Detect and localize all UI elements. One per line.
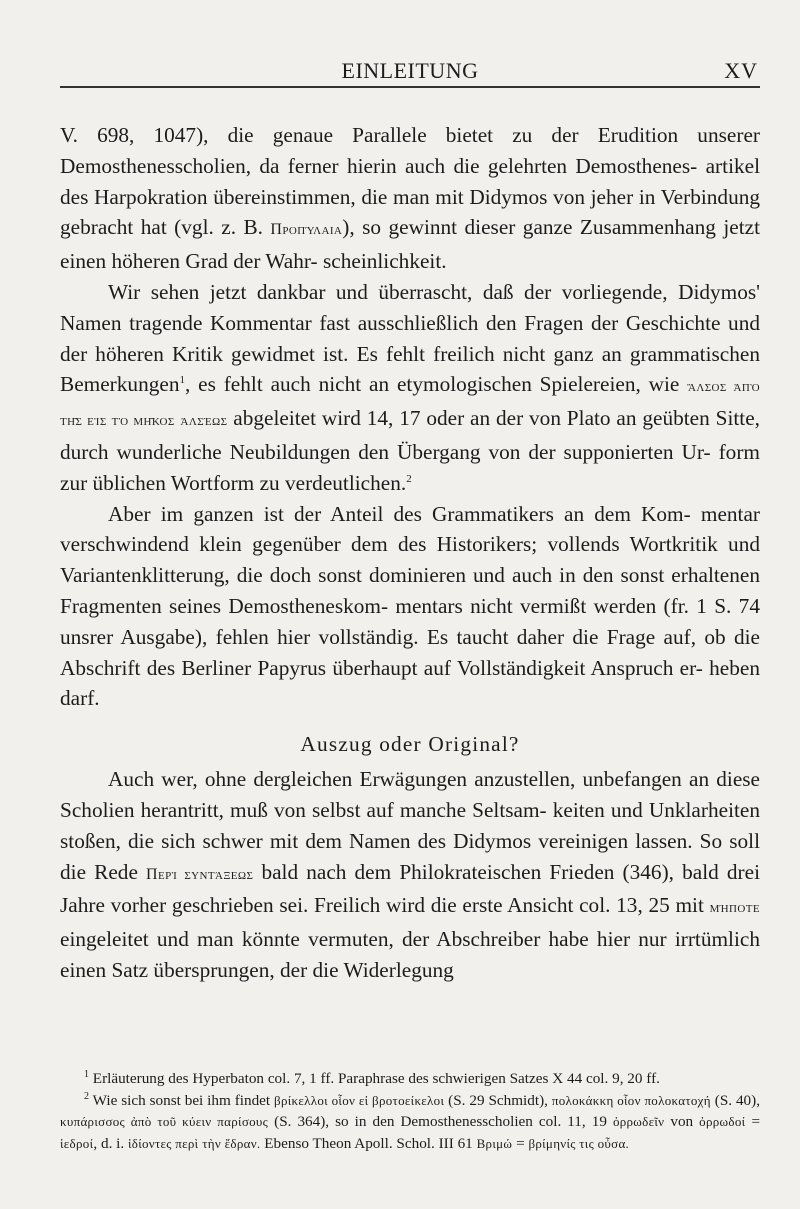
footnote-ref-1[interactable]: 1	[179, 374, 185, 387]
text-line: Wir sehen jetzt dankbar und überrascht, daß der vorliegende,	[108, 279, 668, 304]
text-line: nicht ganz an grammatischen Bemerkungen	[60, 341, 760, 397]
footnotes	[60, 1068, 760, 1154]
footnote-text: , d. i.	[93, 1134, 128, 1152]
text-line: ), so gewinnt	[342, 215, 458, 240]
footnote-text: =	[745, 1113, 761, 1130]
paragraph-2	[60, 277, 760, 499]
footnote-mark: 1	[84, 1068, 89, 1080]
text-line: Didymos' Namen tragende Kommentar fast ausschließlich den Fragen	[60, 279, 760, 335]
text-line: der Geschichte und der höheren Kritik gewidmet ist. Es fehlt freilich	[60, 310, 760, 366]
greek-term: ὀρρωδοί	[699, 1114, 746, 1129]
text-line: heben darf.	[60, 655, 760, 711]
paragraph-1	[60, 120, 760, 277]
footnote-text: X 44 col. 9, 20 ff.	[552, 1070, 660, 1087]
greek-term: πολοκάκκη οἷον πολοκατοχή	[551, 1092, 711, 1108]
greek-term: ὀρρωδεῖν	[612, 1114, 665, 1129]
greek-term: Βριμώ	[476, 1135, 513, 1151]
greek-term: Πρoπύλαια	[270, 221, 343, 239]
text-line: des Didymos vereinigen lassen. So soll die Rede	[60, 828, 760, 884]
section-heading: Auszug oder Original?	[300, 732, 520, 757]
body-text	[60, 120, 760, 986]
text-line: eingeleitet und man könnte vermuten, der Abschreiber habe	[60, 927, 589, 952]
footnote-text: von	[664, 1113, 700, 1130]
text-line: wunderliche Neubildungen den Übergang von der supponierten Ur-	[116, 439, 711, 464]
text-line: form zur üblichen Wortform zu verdeutlichen.	[60, 439, 760, 495]
footnote-text: =	[512, 1134, 529, 1152]
text-line: Aber im ganzen ist der Anteil des Grammatikers an dem Kom-	[108, 501, 691, 526]
running-header	[60, 56, 760, 88]
paragraph-4	[60, 764, 760, 986]
text-line: hier vollständig. Es taucht daher die Frage auf, ob die Abschrift	[60, 624, 760, 680]
text-line: mentar verschwindend klein gegenüber dem des Historikers; vollends	[60, 501, 761, 557]
text-line: bald nach dem Philokrateischen Frieden (346), bald drei Jahre vorher	[60, 859, 761, 918]
greek-term: ἀλσέως	[180, 412, 228, 430]
footnote-mark: 2	[84, 1090, 89, 1102]
text-line: jeher in Verbindung gebracht hat (vgl. z. B.	[60, 184, 761, 240]
text-line: geschrieben sei. Freilich wird die erste Ansicht col. 13, 25 mit	[171, 893, 704, 918]
text-line: Wortkritik und Variantenklitterung, die doch sonst dominieren und	[60, 532, 760, 588]
text-line: abgeleitet wird 14, 17 oder an der von Plato an geübten Sitte, durch	[60, 406, 760, 464]
greek-term: βρίμηνίς τις οὖσα.	[528, 1135, 630, 1151]
footnote-text: (S. 40),	[710, 1091, 761, 1109]
page-number: XV	[724, 58, 758, 83]
greek-term: βρίκελλοι οἷον εἰ βροτοείκελοι	[274, 1092, 445, 1108]
text-line: dieser ganze Zusammenhang jetzt einen höheren Grad der Wahr-	[60, 215, 760, 274]
greek-term: μήποτε	[709, 899, 760, 917]
text-line: V. 698, 1047), die genaue Parallele bietet zu der Erudition unserer	[60, 123, 760, 147]
text-line: keiten und Unklarheiten stoßen, die sich schwer mit dem Namen	[60, 797, 761, 853]
footnote-text: Wie sich sonst bei ihm findet	[92, 1091, 275, 1109]
text-line: Demosthenesscholien, da ferner hierin auch die gelehrten Demosthenes-	[60, 153, 698, 178]
footnote-text: (S. 364), so in	[268, 1113, 367, 1130]
footnote-ref-2[interactable]: 2	[406, 472, 412, 485]
text-line: an diese Scholien herantritt, muß von selbst auf manche Seltsam-	[60, 767, 761, 822]
greek-term: Περὶ συντάξεως	[146, 865, 254, 883]
text-line: mentars nicht vermißt werden (fr. 1 S. 74 unsrer Ausgabe), fehlen	[60, 593, 760, 649]
text-line: des Berliner Papyrus überhaupt auf Vollständigkeit Anspruch er-	[146, 655, 703, 680]
greek-term: ἄλσος ἀπὸ τῆς εἰς τὸ μῆκος	[60, 378, 760, 430]
footnote-2	[60, 1090, 760, 1155]
greek-term: ἰδίοντες περὶ	[127, 1135, 199, 1151]
text-line: Auch wer, ohne dergleichen Erwägungen anzustellen, unbefangen	[108, 767, 682, 792]
text-line: , es fehlt auch nicht an	[184, 372, 390, 397]
footnote-text: Erläuterung des Hyperbaton col. 7, 1 ff. Paraphrase des schwierigen Satzes	[92, 1070, 549, 1087]
text-line: hier nur irrtümlich einen Satz übersprungen, der die Widerlegung	[60, 927, 760, 982]
greek-term: τὴν ἔδραν.	[202, 1135, 261, 1151]
footnote-text: den Demosthenesscholien col. 11, 19	[372, 1113, 613, 1130]
greek-term: ἱεδροί	[60, 1135, 94, 1151]
text-line: artikel des Harpokration übereinstimmen, die man mit Didymos von	[60, 153, 761, 209]
text-line: etymologischen Spielereien, wie	[396, 372, 688, 397]
paragraph-3	[60, 499, 760, 715]
greek-term: κυπάρισσος ἀπὸ τοῦ κύειν παρίσους	[60, 1114, 269, 1129]
footnote-text: Ebenso Theon Apoll. Schol. III 61	[260, 1134, 477, 1152]
text-line: auch in den sonst erhaltenen Fragmenten seines Demostheneskom-	[60, 563, 760, 618]
text-line: scheinlichkeit.	[322, 249, 447, 274]
footnote-text: (S. 29 Schmidt),	[444, 1091, 548, 1109]
footnote-1	[60, 1068, 760, 1090]
header-title: EINLEITUNG	[341, 58, 479, 83]
